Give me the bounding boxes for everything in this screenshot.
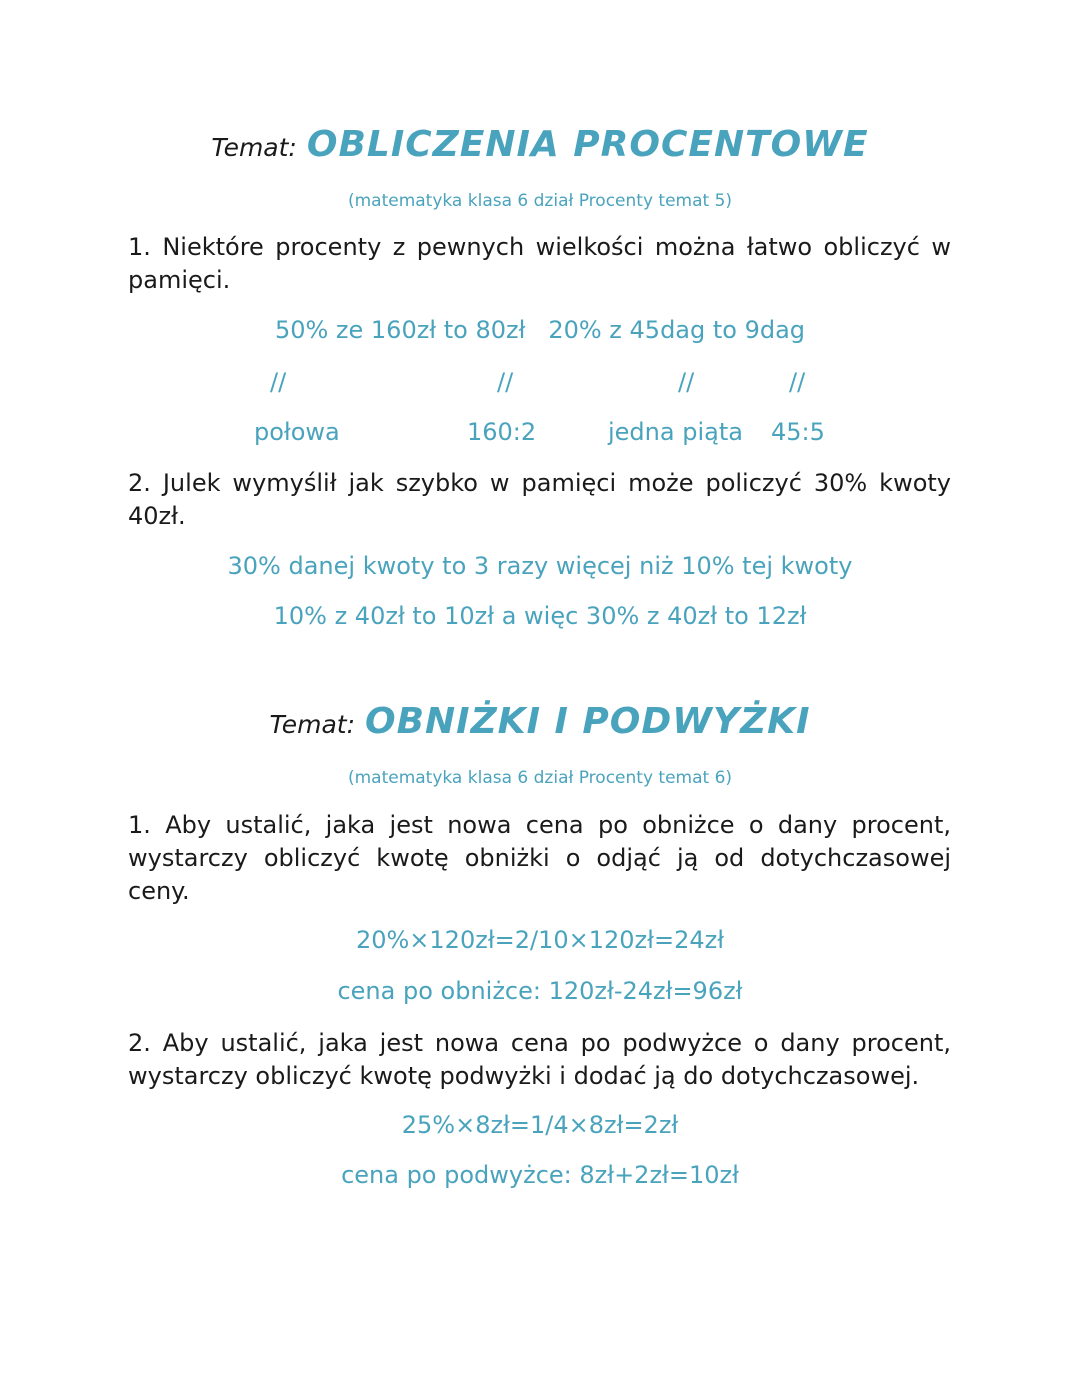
label-half: połowa: [254, 418, 340, 446]
section1-heading: [0, 124, 1080, 165]
slash-2: //: [497, 368, 514, 396]
section2-point2: 2. Aby ustalić, jaka jest nowa cena po podwyżce o dany procent, wystarczy obliczyć kwotę podwyżki i dodać ją do dotychczasowej.: [128, 1029, 951, 1090]
section1-title: OBLICZENIA PROCENTOWE: [306, 124, 869, 165]
section2-result2: cena po podwyżce: 8zł+2zł=10zł: [341, 1161, 739, 1189]
section1-label: Temat:: [211, 133, 297, 162]
section2-heading: [0, 701, 1080, 742]
section1-point2: 2. Julek wymyślił jak szybko w pamięci może policzyć 30% kwoty 40zł.: [128, 469, 951, 530]
slash-3: //: [678, 368, 695, 396]
section2-calc2: 25%×8zł=1/4×8zł=2zł: [401, 1111, 679, 1139]
section1-example-line1: 50% ze 160zł to 80zł 20% z 45dag to 9dag: [274, 316, 806, 344]
section2-calc1: 20%×120zł=2/10×120zł=24zł: [355, 926, 725, 954]
section2-subtitle: (matematyka klasa 6 dział Procenty temat 6): [347, 768, 733, 788]
label-div5: 45:5: [771, 418, 825, 446]
section2-label: Temat:: [269, 710, 355, 739]
slash-1: //: [270, 368, 287, 396]
section1-example2-line2: 10% z 40zł to 10zł a więc 30% z 40zł to 12zł: [273, 602, 807, 630]
label-div2: 160:2: [467, 418, 537, 446]
slash-4: //: [789, 368, 806, 396]
section1-subtitle: (matematyka klasa 6 dział Procenty temat 5): [347, 191, 733, 211]
section2-title: OBNIŻKI I PODWYŻKI: [365, 701, 811, 742]
section1-point1: 1. Niektóre procenty z pewnych wielkości można łatwo obliczyć w pamięci.: [128, 233, 951, 294]
section1-example2-line1: 30% danej kwoty to 3 razy więcej niż 10% tej kwoty: [227, 552, 853, 580]
section2-point1: 1. Aby ustalić, jaka jest nowa cena po obniżce o dany procent, wystarczy obliczyć kwotę obniżki o odjąć ją od dotychczasowej ceny.: [128, 811, 951, 905]
label-fifth: jedna piąta: [608, 418, 743, 446]
section2-result1: cena po obniżce: 120zł-24zł=96zł: [337, 977, 743, 1005]
